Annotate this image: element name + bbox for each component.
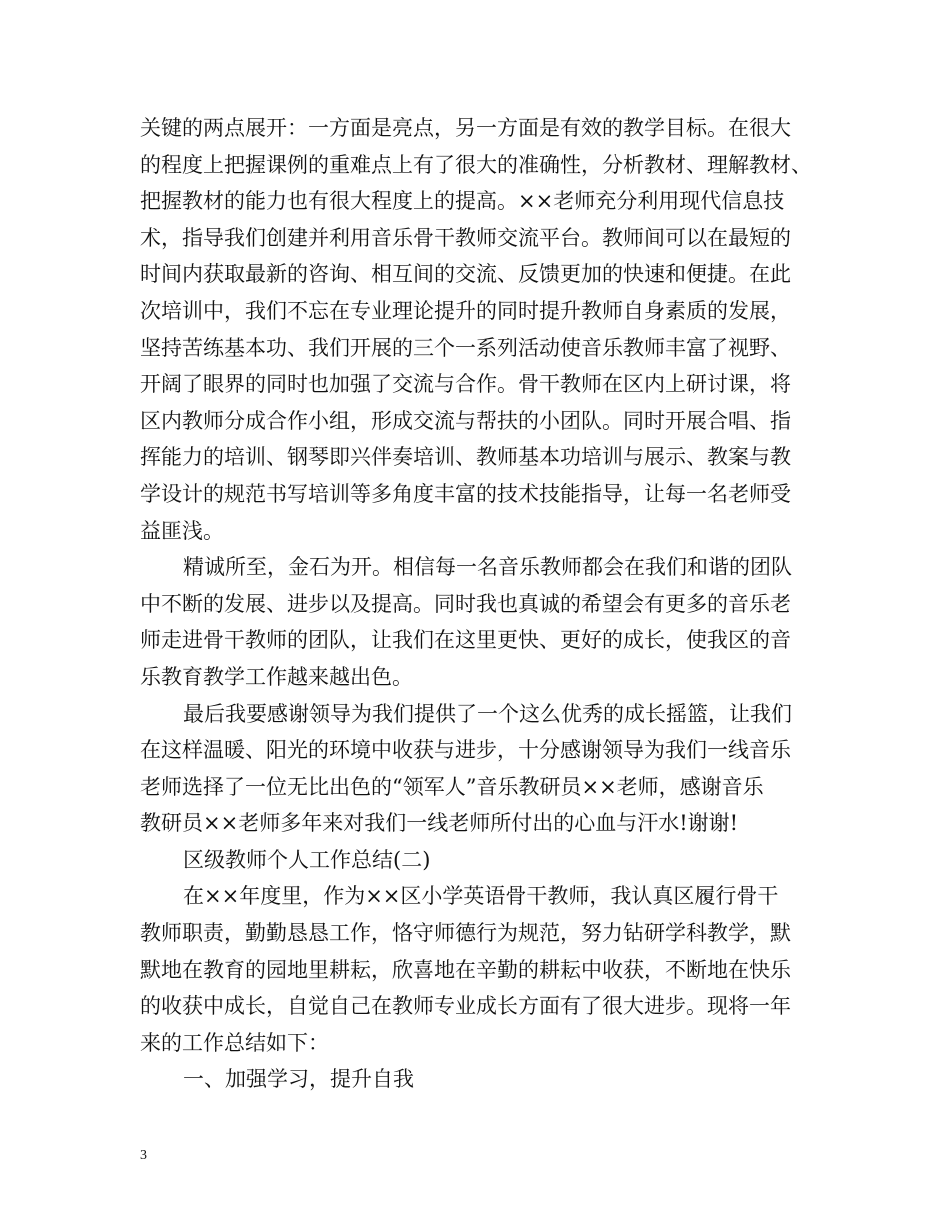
text-line: 教研员××老师多年来对我们一线老师所付出的心血与汗水!谢谢!	[140, 811, 739, 836]
text-line: 默地在教育的园地里耕耘，欣喜地在辛勤的耕耘中收获，不断地在快乐	[140, 957, 791, 982]
text-line: 师走进骨干教师的团队，让我们在这里更快、更好的成长，使我区的音	[140, 628, 791, 653]
text-line: 来的工作总结如下：	[140, 1030, 329, 1055]
text-line: 老师选择了一位无比出色的“领军人”音乐教研员××老师，感谢音乐	[140, 774, 764, 799]
text-line: 时间内获取最新的咨询、相互间的交流、反馈更加的快速和便捷。在此	[140, 262, 791, 287]
text-line: 坚持苦练基本功、我们开展的三个一系列活动使音乐教师丰富了视野、	[140, 335, 791, 360]
page-number: 3	[140, 1148, 147, 1163]
text-line: 挥能力的培训、钢琴即兴伴奏培训、教师基本功培训与展示、教案与教	[140, 445, 791, 470]
text-line: 一、加强学习，提升自我	[183, 1067, 414, 1092]
document-body	[140, 110, 820, 1098]
text-line: 乐教育教学工作越来越出色。	[140, 664, 413, 689]
text-line: 的程度上把握课例的重难点上有了很大的准确性，分析教材、理解教材、	[140, 152, 812, 177]
text-line: 开阔了眼界的同时也加强了交流与合作。骨干教师在区内上研讨课，将	[140, 372, 791, 397]
text-line: 术，指导我们创建并利用音乐骨干教师交流平台。教师间可以在最短的	[140, 225, 791, 250]
text-line: 次培训中，我们不忘在专业理论提升的同时提升教师自身素质的发展，	[140, 298, 791, 323]
text-line: 精诚所至，金石为开。相信每一名音乐教师都会在我们和谐的团队	[183, 555, 792, 580]
text-line: 学设计的规范书写培训等多角度丰富的技术技能指导，让每一名老师受	[140, 481, 791, 506]
text-line: 的收获中成长，自觉自己在教师专业成长方面有了很大进步。现将一年	[140, 994, 791, 1019]
text-line: 最后我要感谢领导为我们提供了一个这么优秀的成长摇篮，让我们	[183, 701, 792, 726]
text-line: 在这样温暖、阳光的环境中收获与进步，十分感谢领导为我们一线音乐	[140, 738, 791, 763]
text-line: 在××年度里，作为××区小学英语骨干教师，我认真区履行骨干	[183, 884, 779, 909]
text-line: 关键的两点展开：一方面是亮点，另一方面是有效的教学目标。在很大	[140, 116, 791, 140]
text-line: 区级教师个人工作总结(二)	[183, 847, 431, 872]
text-line: 中不断的发展、进步以及提高。同时我也真诚的希望会有更多的音乐老	[140, 591, 791, 616]
text-line: 教师职责，勤勤恳恳工作，恪守师德行为规范，努力钻研学科教学，默	[140, 921, 791, 946]
text-line: 益匪浅。	[140, 518, 224, 543]
text-line: 区内教师分成合作小组，形成交流与帮扶的小团队。同时开展合唱、指	[140, 408, 791, 433]
text-line: 把握教材的能力也有很大程度上的提高。××老师充分利用现代信息技	[140, 189, 785, 214]
